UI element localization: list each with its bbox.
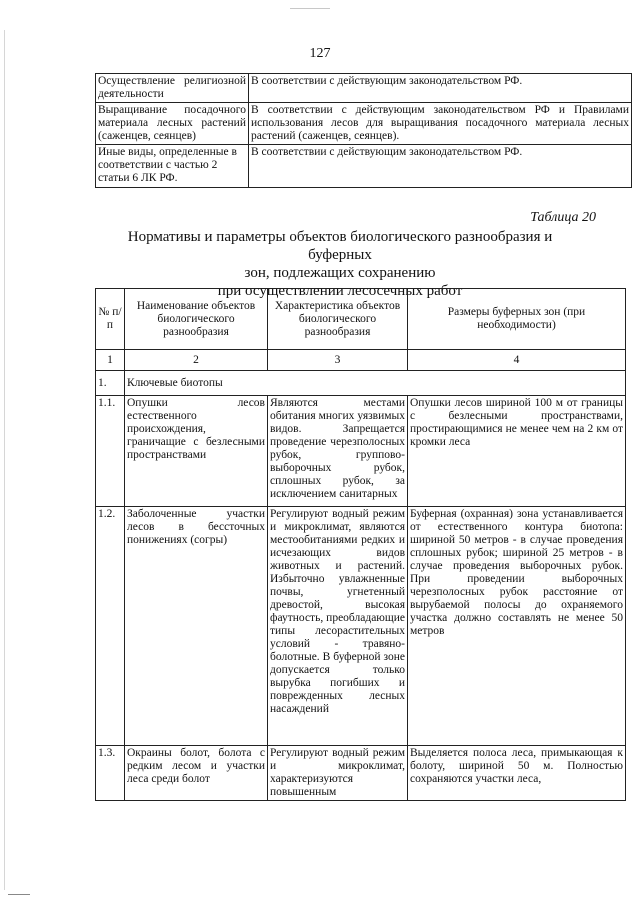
table-title-line: зон, подлежащих сохранению xyxy=(244,265,436,281)
requirement-cell: В соответствии с действующим законодательством РФ. xyxy=(249,74,632,103)
row-name: Опушки лесов естественного происхождения, граничащие с безлесными пространствами xyxy=(125,396,268,507)
column-number: 2 xyxy=(125,350,268,371)
column-number: 1 xyxy=(96,350,125,371)
requirement-cell: В соответствии с действующим законодательством РФ и Правилами использования лесов для выращивания посадочного материала лесных растений (саженцев, сеянцев). xyxy=(249,103,632,145)
scan-artifact-bottom xyxy=(8,894,30,895)
section-name: Ключевые биотопы xyxy=(125,371,626,396)
row-num: 1.3. xyxy=(96,746,125,801)
column-number: 3 xyxy=(268,350,408,371)
row-characteristic: Регулируют водный режим и микроклимат, являются местообитаниями редких и исчезающих видов животных и растений. Избыточно увлажненные почвы, угнетенный древостой, высокая фаутность, преобладающие типы лесорастительных условий - травяно-болотные. В буферной зоне допускается только вырубка погибших и поврежденных лесных насаждений xyxy=(268,507,408,746)
row-buffer: Выделяется полоса леса, примыкающая к болоту, шириной 50 м. Полностью сохраняются участки леса, xyxy=(408,746,626,801)
header-buffer: Размеры буферных зон (при необходимости) xyxy=(408,289,626,350)
requirement-cell: В соответствии с действующим законодательством РФ. xyxy=(249,145,632,188)
table-row xyxy=(96,74,632,103)
activity-cell: Иные виды, определенные в соответствии с частью 2 статьи 6 ЛК РФ. xyxy=(96,145,249,188)
table-row xyxy=(96,103,632,145)
biodiversity-norms-table xyxy=(95,288,626,801)
row-name: Окраины болот, болота с редким лесом и участки леса среди болот xyxy=(125,746,268,801)
section-row xyxy=(96,371,626,396)
row-characteristic: Регулируют водный режим и микроклимат, характеризуются повышенным xyxy=(268,746,408,801)
page-number: 127 xyxy=(309,46,331,61)
table-row xyxy=(96,507,626,746)
row-num: 1.1. xyxy=(96,396,125,507)
section-num: 1. xyxy=(96,371,125,396)
table-row xyxy=(96,746,626,801)
header-characteristic: Характеристика объектов биологического разнообразия xyxy=(268,289,408,350)
header-name: Наименование объектов биологического разнообразия xyxy=(125,289,268,350)
table-title-line: Нормативы и параметры объектов биологического разнообразия и буферных xyxy=(127,229,553,263)
row-name: Заболоченные участки лесов в бессточных понижениях (согры) xyxy=(125,507,268,746)
scan-artifact-top xyxy=(290,8,330,9)
scan-edge-line xyxy=(4,30,5,890)
row-num: 1.2. xyxy=(96,507,125,746)
header-num: № п/п xyxy=(96,289,125,350)
table-row xyxy=(96,396,626,507)
activity-cell: Выращивание посадочного материала лесных растений (саженцев, сеянцев) xyxy=(96,103,249,145)
forest-use-table-continued xyxy=(95,73,632,188)
row-buffer: Буферная (охранная) зона устанавливается от естественного контура биотопа: шириной 50 метров - в случае проведения сплошных рубок; шириной 25 метров - в случае проведения выборочных рубок. При проведении выборочных черезполосных рубок расстояние от вырубаемой полосы до охраняемого участка должно составлять не менее 50 метров xyxy=(408,507,626,746)
column-numbers-row xyxy=(96,350,626,371)
row-characteristic: Являются местами обитания многих уязвимых видов. Запрещается проведение черезполосных рубок, группово-выборочных рубок, сплошных рубок, за исключением санитарных xyxy=(268,396,408,507)
table-row xyxy=(96,145,632,188)
table-header-row xyxy=(96,289,626,350)
row-buffer: Опушки лесов шириной 100 м от границы с безлесными пространствами, простирающимися не менее чем на 2 км от кромки леса xyxy=(408,396,626,507)
table-title-line: при осуществлении лесосечных работ xyxy=(217,283,463,299)
table-label: Таблица 20 xyxy=(530,210,596,225)
column-number: 4 xyxy=(408,350,626,371)
activity-cell: Осуществление религиозной деятельности xyxy=(96,74,249,103)
